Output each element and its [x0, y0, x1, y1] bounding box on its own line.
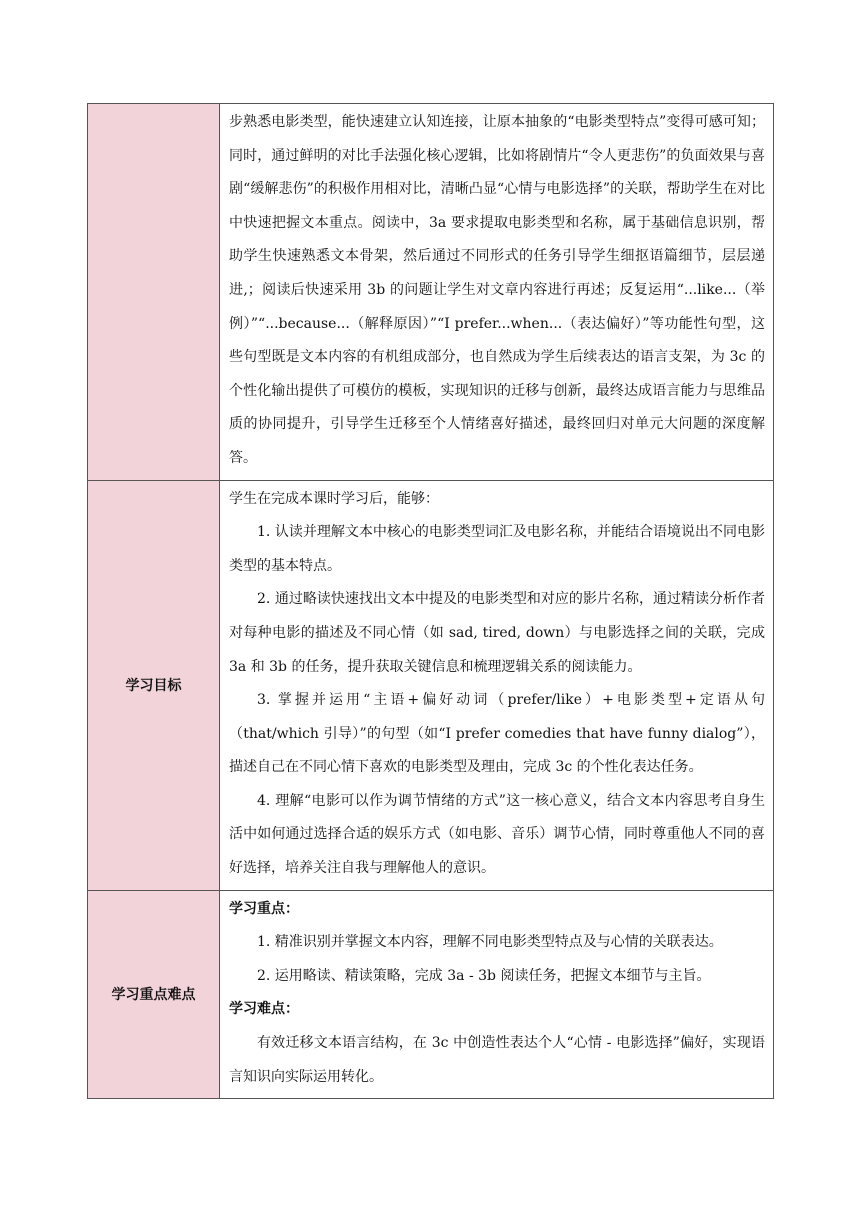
key-difficult-points-cell [220, 890, 774, 1099]
learning-objectives-cell [220, 480, 774, 890]
row-label-cell [88, 104, 220, 481]
objective-item: 2. 通过略读快速找出文本中提及的电影类型和对应的影片名称，通过精读分析作者对每种电影的描述及不同心情（如 sad, tired, down）与电影选择之间的关联，完成 3a 和 3b 的任务，提升获取关键信息和梳理逻辑关系的阅读能力。 [229, 591, 765, 675]
row-label-cell [88, 890, 220, 1099]
difficulty-item: 有效迁移文本语言结构，在 3c 中创造性表达个人“心情 - 电影选择”偏好，实现语言知识向实际运用转化。 [229, 1035, 765, 1085]
objective-item: 3. 掌握并运用“主语+偏好动词（prefer/like）+电影类型+定语从句（that/which 引导）”的句型（如“I prefer comedies that have funny dialog”），描述自己在不同心情下喜欢的电影类型及理由，完成 3c 的个性化表达任务。 [229, 692, 765, 776]
lesson-plan-table [87, 103, 774, 1099]
design-rationale-cell [220, 104, 774, 481]
key-point-item: 1. 精准识别并掌握文本内容，理解不同电影类型特点及与心情的关联表达。 [257, 934, 723, 951]
objective-item: 1. 认读并理解文本中核心的电影类型词汇及电影名称，并能结合语境说出不同电影类型的基本特点。 [229, 524, 765, 574]
row-label-learning-objectives: 学习目标 [125, 678, 182, 695]
row-label-cell [88, 480, 220, 890]
paragraph: 步熟悉电影类型，能快速建立认知连接，让原本抽象的“电影类型特点”变得可感可知；同时，通过鲜明的对比手法强化核心逻辑，比如将剧情片“令人更悲伤”的负面效果与喜剧“缓解悲伤”的积极作用相对比，清晰凸显“心情与电影选择”的关联，帮助学生在对比中快速把握文本重点。阅读中，3a 要求提取电影类型和名称，属于基础信息识别，帮助学生快速熟悉文本骨架，然后通过不同形式的任务引导学生细抠语篇细节，层层递进,；阅读后快速采用 3b 的问题让学生对文章内容进行再述；反复运用“...like...（举例）”“...because...（解释原因）”“I prefer...when...（表达偏好）”等功能性句型，这些句型既是文本内容的有机组成部分，也自然成为学生后续表达的语言支架，为 3c 的个性化输出提供了可模仿的模板，实现知识的迁移与创新，最终达成语言能力与思维品质的协同提升，引导学生迁移至个人情绪喜好描述，最终回归对单元大问题的深度解答。 [229, 114, 765, 466]
key-point-item: 2. 运用略读、精读策略，完成 3a - 3b 阅读任务，把握文本细节与主旨。 [257, 967, 711, 984]
table-row [88, 890, 774, 1099]
table-row [88, 480, 774, 890]
row-label-key-difficult-points: 学习重点难点 [111, 987, 196, 1004]
table-row [88, 104, 774, 481]
objective-item: 4. 理解“电影可以作为调节情绪的方式”这一核心意义，结合文本内容思考自身生活中如何通过选择合适的娱乐方式（如电影、音乐）调节心情，同时尊重他人不同的喜好选择，培养关注自我与理解他人的意识。 [229, 792, 765, 877]
difficulty-title: 学习难点： [229, 1001, 299, 1018]
objectives-intro: 学生在完成本课时学习后，能够： [229, 490, 439, 507]
key-points-title: 学习重点： [229, 900, 299, 917]
